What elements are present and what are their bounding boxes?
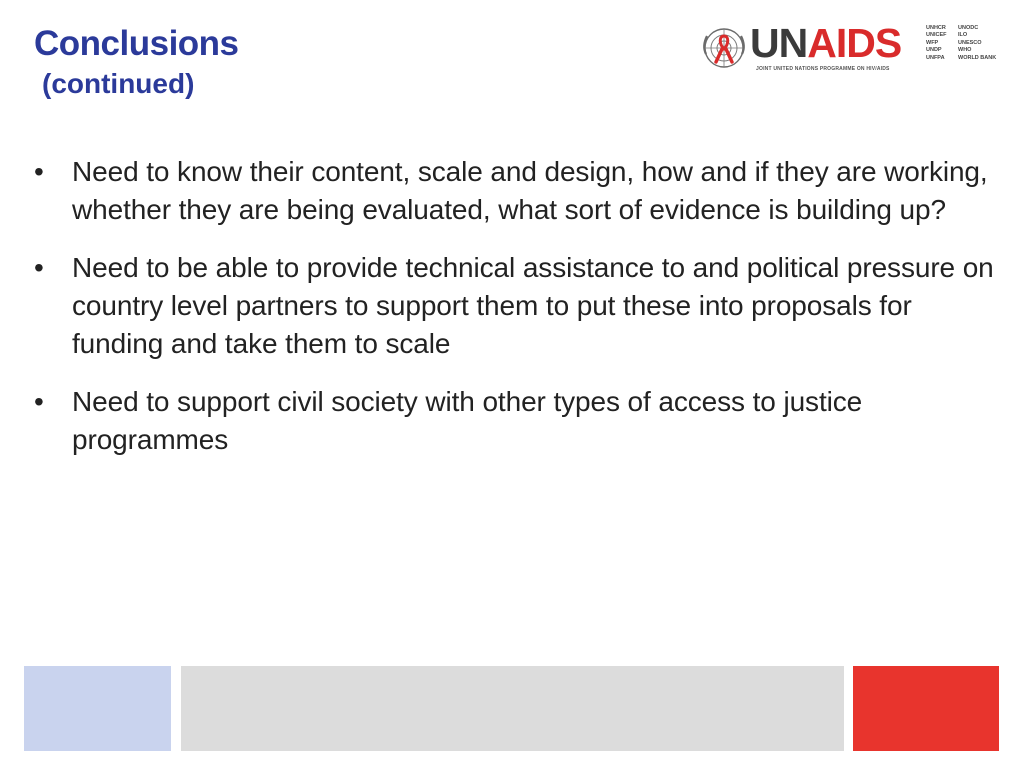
agency-list-right [958,25,996,62]
agency-name: UNFPA [926,54,945,61]
bullet-marker: • [34,252,44,283]
agency-list-left [926,25,946,62]
bullet-text: Need to be able to provide technical assistance to and political pressure on country level partners to support them to put these into proposals for funding and take them to scale [72,252,994,359]
agency-name: UNODC [958,25,979,31]
slide-title: Conclusions [34,24,239,63]
bullet-marker: • [34,156,44,187]
wordmark-aids: AIDS [807,20,902,66]
slide-subtitle: (continued) [42,67,195,99]
logo-tagline: JOINT UNITED NATIONS PROGRAMME ON HIV/AIDS [756,66,890,72]
wordmark-un: UN [750,20,808,66]
bullet-list [34,153,1009,479]
footer-bar-gray [181,666,844,751]
unaids-wordmark [750,20,902,66]
bullet-item [34,383,1009,459]
bullet-text: Need to support civil society with other types of access to justice programmes [72,386,863,455]
agency-name: UNHCR [926,25,946,31]
bullet-item [34,153,1009,229]
agency-name: WFP [926,39,939,46]
footer-bar-red [853,666,999,751]
un-emblem-icon [700,24,748,72]
footer-bar-blue [24,666,171,751]
agency-name: WORLD BANK [958,54,997,61]
bullet-text: Need to know their content, scale and design, how and if they are working, whether they are being evaluated, what sort of evidence is building up? [72,156,988,225]
agency-name: WHO [958,47,972,54]
unaids-logo [700,22,1000,74]
agency-name: UNICEF [926,32,947,39]
agency-name: ILO [958,32,968,39]
slide-title-block [34,26,239,98]
bullet-item [34,249,1009,363]
agency-name: UNESCO [958,39,982,46]
agency-name: UNDP [926,47,942,54]
bullet-marker: • [34,386,44,417]
